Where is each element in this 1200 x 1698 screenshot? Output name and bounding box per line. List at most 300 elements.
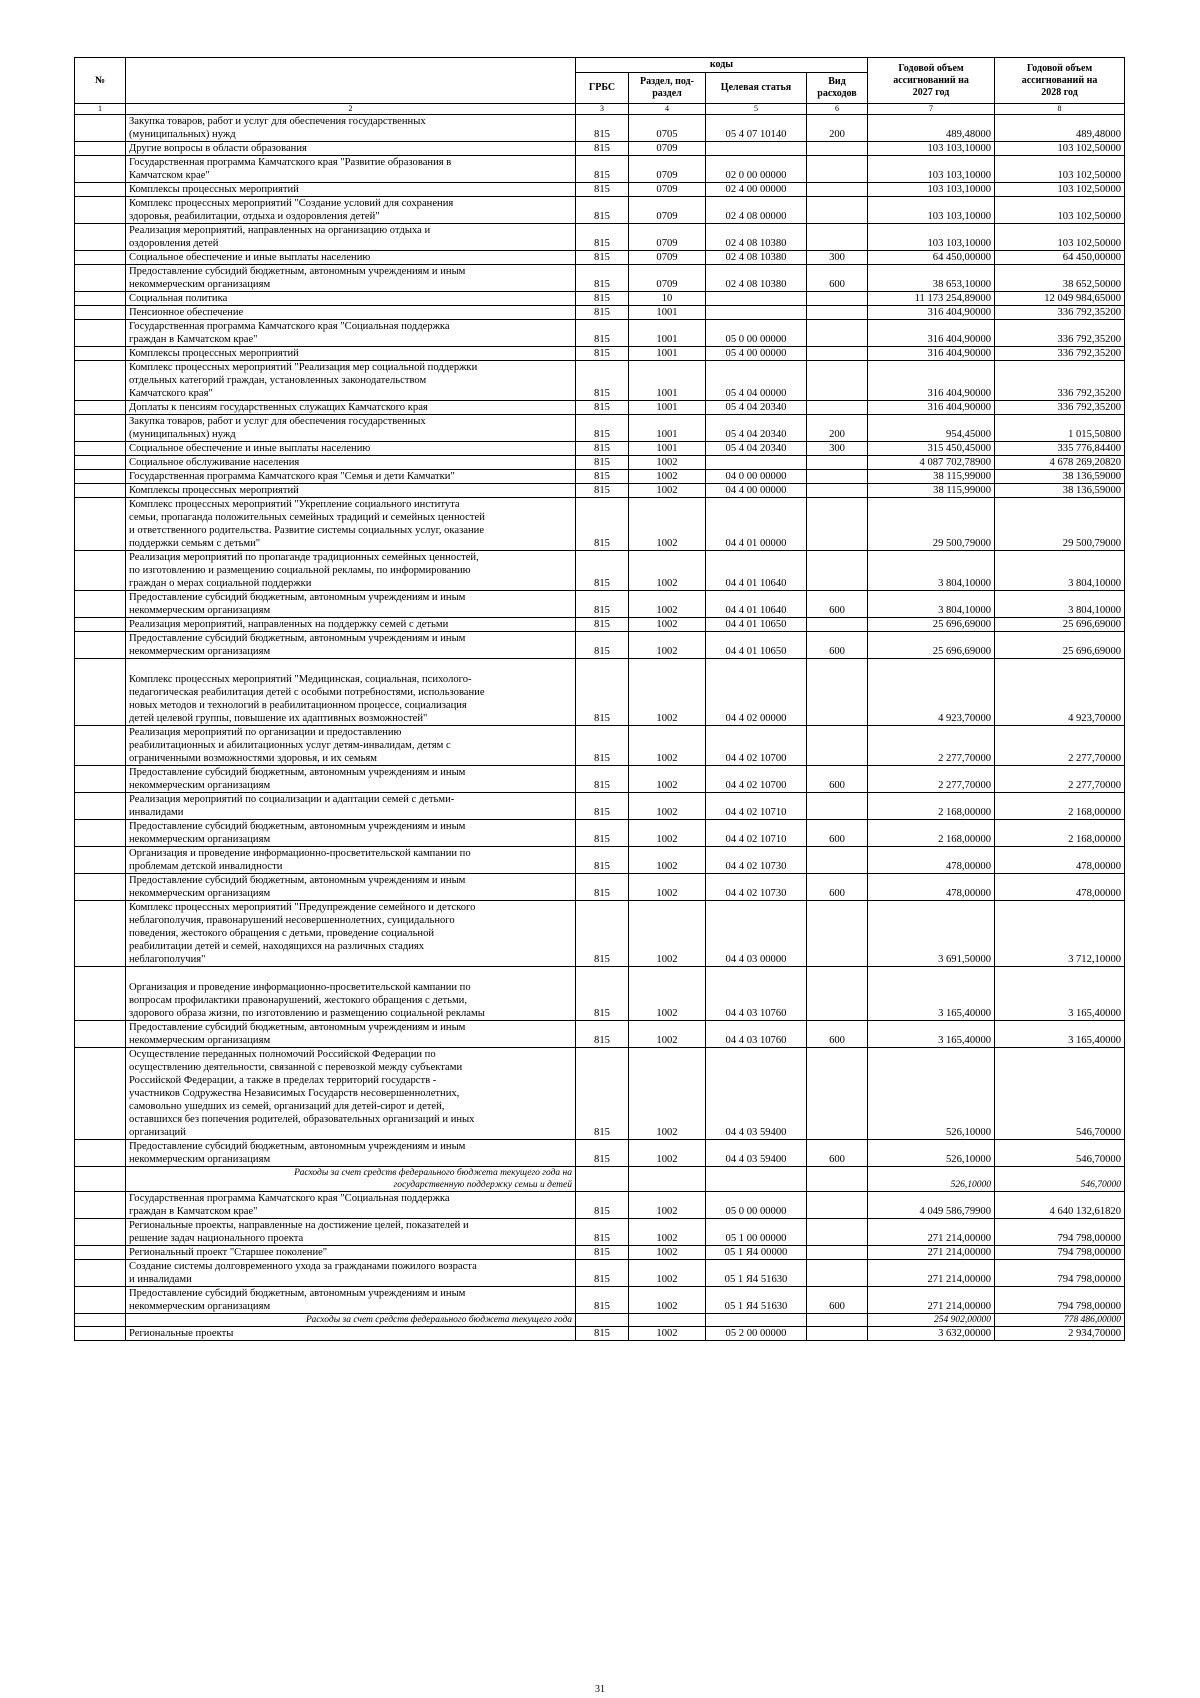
cell-razdel: 1002 [629, 1192, 706, 1219]
cell-num [75, 726, 126, 766]
cell-num [75, 901, 126, 967]
cell-num [75, 442, 126, 456]
cell-y2027: 478,00000 [868, 847, 995, 874]
cell-grbs: 815 [576, 197, 629, 224]
cell-target [706, 292, 807, 306]
cell-vid [807, 1048, 868, 1140]
header-target: Целевая статья [706, 73, 807, 104]
cell-y2027: 38 653,10000 [868, 265, 995, 292]
cell-name: Предоставление субсидий бюджетным, автономным учреждениям и иным некоммерческим организациям [126, 591, 576, 618]
cell-target: 04 4 01 10640 [706, 591, 807, 618]
cell-vid [807, 456, 868, 470]
cell-grbs: 815 [576, 793, 629, 820]
cell-razdel: 0709 [629, 142, 706, 156]
table-row [75, 484, 1125, 498]
cell-name: Предоставление субсидий бюджетным, автономным учреждениям и иным некоммерческим организациям [126, 1287, 576, 1314]
cell-target [706, 1167, 807, 1192]
cell-razdel: 0705 [629, 115, 706, 142]
cell-y2027: 526,10000 [868, 1048, 995, 1140]
cell-num [75, 591, 126, 618]
cell-y2028: 4 678 269,20820 [995, 456, 1125, 470]
cell-y2028: 2 934,70000 [995, 1327, 1125, 1341]
cell-y2028: 2 277,70000 [995, 726, 1125, 766]
cell-num [75, 1314, 126, 1327]
cell-y2027: 478,00000 [868, 874, 995, 901]
cell-vid: 300 [807, 251, 868, 265]
cell-vid [807, 847, 868, 874]
cell-y2028: 2 168,00000 [995, 820, 1125, 847]
cell-razdel: 1002 [629, 1140, 706, 1167]
cell-target: 05 1 Я4 51630 [706, 1287, 807, 1314]
cell-vid [807, 484, 868, 498]
cell-grbs: 815 [576, 498, 629, 551]
cell-num [75, 793, 126, 820]
cell-target: 04 4 02 10730 [706, 874, 807, 901]
cell-razdel [629, 1314, 706, 1327]
cell-grbs: 815 [576, 901, 629, 967]
cell-name: Реализация мероприятий по социализации и адаптации семей с детьми- инвалидами [126, 793, 576, 820]
cell-name: Государственная программа Камчатского края "Социальная поддержка граждан в Камчатском крае" [126, 320, 576, 347]
cell-name: Социальное обеспечение и иные выплаты населению [126, 251, 576, 265]
cell-name: Реализация мероприятий по пропаганде традиционных семейных ценностей, по изготовлению и размещению социальной рекламы, по информированию граждан о мерах социальной поддержки [126, 551, 576, 591]
cell-target: 04 4 01 00000 [706, 498, 807, 551]
cell-y2028: 489,48000 [995, 115, 1125, 142]
cell-num [75, 415, 126, 442]
cell-razdel: 1002 [629, 1327, 706, 1341]
cell-target: 04 0 00 00000 [706, 470, 807, 484]
cell-target: 02 4 00 00000 [706, 183, 807, 197]
cell-grbs: 815 [576, 591, 629, 618]
table-row [75, 251, 1125, 265]
cell-razdel [629, 1167, 706, 1192]
cell-vid: 200 [807, 415, 868, 442]
cell-razdel: 1002 [629, 1287, 706, 1314]
cell-razdel: 1002 [629, 551, 706, 591]
table-row [75, 1219, 1125, 1246]
header-name [126, 58, 576, 104]
table-row [75, 726, 1125, 766]
cell-name: Организация и проведение информационно-просветительской кампании по проблемам детской инвалидности [126, 847, 576, 874]
column-index-row [75, 104, 1125, 115]
cell-y2027: 3 632,00000 [868, 1327, 995, 1341]
cell-razdel: 1002 [629, 1021, 706, 1048]
table-row [75, 265, 1125, 292]
cell-y2028: 546,70000 [995, 1167, 1125, 1192]
cell-target: 05 0 00 00000 [706, 1192, 807, 1219]
cell-grbs: 815 [576, 1048, 629, 1140]
cell-num [75, 251, 126, 265]
table-row [75, 498, 1125, 551]
cell-y2028: 794 798,00000 [995, 1246, 1125, 1260]
cell-grbs: 815 [576, 659, 629, 726]
cell-y2028: 4 640 132,61820 [995, 1192, 1125, 1219]
cell-razdel: 1002 [629, 632, 706, 659]
cell-y2027: 316 404,90000 [868, 401, 995, 415]
column-index: 4 [629, 104, 706, 115]
cell-num [75, 156, 126, 183]
cell-target: 04 4 01 10650 [706, 632, 807, 659]
cell-razdel: 1001 [629, 401, 706, 415]
table-row [75, 1327, 1125, 1341]
cell-y2028: 25 696,69000 [995, 632, 1125, 659]
cell-target: 05 4 04 20340 [706, 442, 807, 456]
cell-vid [807, 551, 868, 591]
table-row [75, 591, 1125, 618]
table-row [75, 442, 1125, 456]
cell-vid [807, 142, 868, 156]
cell-razdel: 0709 [629, 251, 706, 265]
cell-name: Региональные проекты [126, 1327, 576, 1341]
cell-target: 04 4 02 10730 [706, 847, 807, 874]
cell-num [75, 1246, 126, 1260]
cell-razdel: 1002 [629, 726, 706, 766]
cell-y2028: 546,70000 [995, 1048, 1125, 1140]
cell-name: Предоставление субсидий бюджетным, автономным учреждениям и иным некоммерческим организациям [126, 820, 576, 847]
cell-y2028: 12 049 984,65000 [995, 292, 1125, 306]
cell-razdel: 0709 [629, 224, 706, 251]
cell-y2027: 103 103,10000 [868, 156, 995, 183]
cell-y2028: 3 165,40000 [995, 1021, 1125, 1048]
cell-y2027: 316 404,90000 [868, 361, 995, 401]
cell-vid [807, 183, 868, 197]
cell-num [75, 306, 126, 320]
cell-num [75, 224, 126, 251]
cell-num [75, 1021, 126, 1048]
cell-num [75, 874, 126, 901]
cell-y2028: 478,00000 [995, 847, 1125, 874]
cell-y2028: 794 798,00000 [995, 1287, 1125, 1314]
cell-name: Осуществление переданных полномочий Российской Федерации по осуществлению деятельности, связанной с перевозкой между субъектами Российской Федерации, а также в пределах территорий государств - участников Содружества Независимых Государств несовершеннолетних, самовольно ушедших из семей, организаций для детей-сирот и детей, оставшихся без попечения родителей, образовательных организаций и иных организаций [126, 1048, 576, 1140]
cell-razdel: 1002 [629, 618, 706, 632]
cell-vid [807, 1192, 868, 1219]
cell-y2028: 103 102,50000 [995, 224, 1125, 251]
cell-vid [807, 156, 868, 183]
cell-grbs: 815 [576, 874, 629, 901]
cell-y2028: 3 804,10000 [995, 551, 1125, 591]
cell-y2027: 3 691,50000 [868, 901, 995, 967]
cell-target: 04 4 03 59400 [706, 1048, 807, 1140]
cell-vid: 600 [807, 632, 868, 659]
cell-num [75, 659, 126, 726]
cell-target: 04 4 00 00000 [706, 484, 807, 498]
cell-target: 04 4 03 10760 [706, 967, 807, 1021]
cell-razdel: 1002 [629, 1219, 706, 1246]
cell-razdel: 1001 [629, 320, 706, 347]
cell-grbs: 815 [576, 320, 629, 347]
cell-y2027: 316 404,90000 [868, 347, 995, 361]
cell-y2027: 103 103,10000 [868, 183, 995, 197]
cell-target: 02 4 08 10380 [706, 251, 807, 265]
cell-name: Комплексы процессных мероприятий [126, 484, 576, 498]
cell-target: 02 0 00 00000 [706, 156, 807, 183]
cell-name: Комплекс процессных мероприятий "Предупреждение семейного и детского неблагополучия, правонарушений несовершеннолетних, суицидального поведения, жестокого обращения с детьми, проведение социальной реабилитации детей и семей, находящихся на различных стадиях неблагополучия" [126, 901, 576, 967]
cell-y2027: 103 103,10000 [868, 142, 995, 156]
table-row [75, 1314, 1125, 1327]
cell-razdel: 1002 [629, 766, 706, 793]
cell-y2028: 3 165,40000 [995, 967, 1125, 1021]
cell-num [75, 320, 126, 347]
cell-name: Социальное обслуживание населения [126, 456, 576, 470]
cell-num [75, 1140, 126, 1167]
cell-razdel: 1002 [629, 847, 706, 874]
cell-name: Расходы за счет средств федерального бюджета текущего года [126, 1314, 576, 1327]
cell-target [706, 1314, 807, 1327]
cell-y2027: 25 696,69000 [868, 618, 995, 632]
cell-y2028: 29 500,79000 [995, 498, 1125, 551]
table-row [75, 632, 1125, 659]
cell-grbs: 815 [576, 1287, 629, 1314]
table-row [75, 142, 1125, 156]
cell-target: 04 4 02 00000 [706, 659, 807, 726]
cell-razdel: 1002 [629, 591, 706, 618]
cell-grbs: 815 [576, 1021, 629, 1048]
cell-name: Комплекс процессных мероприятий "Медицинская, социальная, психолого- педагогическая реабилитация детей с особыми потребностями, использование новых методов и технологий в реабилитационном процессе, социализация детей целевой группы, повышение их адаптивных возможностей" [126, 659, 576, 726]
header-2027: Годовой объем ассигнований на 2027 год [868, 58, 995, 104]
table-row [75, 320, 1125, 347]
cell-vid [807, 347, 868, 361]
table-row [75, 401, 1125, 415]
cell-y2027: 954,45000 [868, 415, 995, 442]
cell-target: 04 4 01 10640 [706, 551, 807, 591]
cell-razdel: 1002 [629, 820, 706, 847]
cell-y2027: 2 168,00000 [868, 793, 995, 820]
cell-target: 05 4 00 00000 [706, 347, 807, 361]
cell-grbs: 815 [576, 142, 629, 156]
cell-target: 05 1 Я4 51630 [706, 1260, 807, 1287]
cell-razdel: 1002 [629, 1260, 706, 1287]
cell-num [75, 142, 126, 156]
cell-y2027: 271 214,00000 [868, 1246, 995, 1260]
cell-name: Предоставление субсидий бюджетным, автономным учреждениям и иным некоммерческим организациям [126, 265, 576, 292]
table-row [75, 1140, 1125, 1167]
cell-grbs: 815 [576, 551, 629, 591]
table-row [75, 197, 1125, 224]
cell-vid: 600 [807, 1140, 868, 1167]
cell-grbs: 815 [576, 347, 629, 361]
cell-name: Региональный проект "Старшее поколение" [126, 1246, 576, 1260]
cell-y2027: 4 923,70000 [868, 659, 995, 726]
cell-y2027: 526,10000 [868, 1167, 995, 1192]
cell-grbs [576, 1314, 629, 1327]
cell-y2028: 336 792,35200 [995, 347, 1125, 361]
cell-name: Предоставление субсидий бюджетным, автономным учреждениям и иным некоммерческим организациям [126, 874, 576, 901]
header-2028: Годовой объем ассигнований на 2028 год [995, 58, 1125, 104]
cell-target: 05 4 04 00000 [706, 361, 807, 401]
cell-vid: 600 [807, 265, 868, 292]
cell-name: Предоставление субсидий бюджетным, автономным учреждениям и иным некоммерческим организациям [126, 632, 576, 659]
cell-y2027: 38 115,99000 [868, 470, 995, 484]
column-index: 2 [126, 104, 576, 115]
column-index: 1 [75, 104, 126, 115]
cell-grbs: 815 [576, 1192, 629, 1219]
cell-grbs: 815 [576, 115, 629, 142]
cell-target: 02 4 08 00000 [706, 197, 807, 224]
table-row [75, 618, 1125, 632]
cell-grbs: 815 [576, 415, 629, 442]
cell-target: 05 1 Я4 00000 [706, 1246, 807, 1260]
cell-y2028: 2 168,00000 [995, 793, 1125, 820]
cell-vid: 600 [807, 1287, 868, 1314]
cell-y2028: 38 136,59000 [995, 484, 1125, 498]
cell-grbs: 815 [576, 967, 629, 1021]
table-row [75, 793, 1125, 820]
cell-razdel: 1002 [629, 967, 706, 1021]
cell-num [75, 292, 126, 306]
cell-num [75, 347, 126, 361]
cell-razdel: 1002 [629, 901, 706, 967]
cell-num [75, 967, 126, 1021]
table-row [75, 1287, 1125, 1314]
cell-num [75, 1048, 126, 1140]
column-index: 5 [706, 104, 807, 115]
cell-vid [807, 401, 868, 415]
cell-razdel: 1002 [629, 1048, 706, 1140]
cell-name: Расходы за счет средств федерального бюджета текущего года на государственную поддержку семьи и детей [126, 1167, 576, 1192]
page-number: 31 [595, 1684, 605, 1695]
cell-vid: 600 [807, 1021, 868, 1048]
cell-name: Реализация мероприятий, направленных на организацию отдыха и оздоровления детей [126, 224, 576, 251]
cell-vid: 600 [807, 874, 868, 901]
cell-name: Социальная политика [126, 292, 576, 306]
cell-grbs: 815 [576, 766, 629, 793]
cell-grbs: 815 [576, 726, 629, 766]
cell-y2027: 271 214,00000 [868, 1219, 995, 1246]
cell-target: 02 4 08 10380 [706, 224, 807, 251]
cell-vid [807, 470, 868, 484]
table-row [75, 659, 1125, 726]
cell-grbs [576, 1167, 629, 1192]
table-row [75, 361, 1125, 401]
cell-name: Закупка товаров, работ и услуг для обеспечения государственных (муниципальных) нужд [126, 115, 576, 142]
cell-target: 05 4 04 20340 [706, 401, 807, 415]
cell-num [75, 1327, 126, 1341]
cell-grbs: 815 [576, 484, 629, 498]
cell-y2027: 103 103,10000 [868, 197, 995, 224]
cell-vid [807, 618, 868, 632]
cell-grbs: 815 [576, 265, 629, 292]
cell-grbs: 815 [576, 470, 629, 484]
cell-num [75, 766, 126, 793]
table-row [75, 820, 1125, 847]
cell-grbs: 815 [576, 442, 629, 456]
cell-num [75, 1287, 126, 1314]
cell-razdel: 10 [629, 292, 706, 306]
table-row [75, 901, 1125, 967]
cell-num [75, 618, 126, 632]
cell-vid: 600 [807, 591, 868, 618]
cell-razdel: 0709 [629, 156, 706, 183]
table-row [75, 183, 1125, 197]
cell-vid [807, 793, 868, 820]
header-razdel: Раздел, под- раздел [629, 73, 706, 104]
cell-num [75, 1260, 126, 1287]
cell-vid [807, 901, 868, 967]
cell-target: 04 4 02 10700 [706, 766, 807, 793]
table-row [75, 115, 1125, 142]
cell-y2027: 4 087 702,78900 [868, 456, 995, 470]
cell-vid [807, 224, 868, 251]
cell-y2027: 489,48000 [868, 115, 995, 142]
cell-y2028: 103 102,50000 [995, 197, 1125, 224]
cell-y2028: 335 776,84400 [995, 442, 1125, 456]
header-codes: коды [576, 58, 868, 73]
cell-y2028: 778 486,00000 [995, 1314, 1125, 1327]
cell-num [75, 183, 126, 197]
table-row [75, 1260, 1125, 1287]
cell-y2028: 336 792,35200 [995, 320, 1125, 347]
table-row [75, 1246, 1125, 1260]
cell-name: Другие вопросы в области образования [126, 142, 576, 156]
cell-grbs: 815 [576, 361, 629, 401]
cell-num [75, 498, 126, 551]
header-row-1 [75, 58, 1125, 73]
cell-num [75, 632, 126, 659]
table-row [75, 1192, 1125, 1219]
cell-y2027: 271 214,00000 [868, 1260, 995, 1287]
cell-y2028: 794 798,00000 [995, 1260, 1125, 1287]
table-row [75, 1048, 1125, 1140]
cell-target: 05 4 04 20340 [706, 415, 807, 442]
cell-vid [807, 1327, 868, 1341]
cell-name: Организация и проведение информационно-просветительской кампании по вопросам профилактики правонарушений, жестокого обращения с детьми, здорового образа жизни, по изготовлению и размещению социальной рекламы [126, 967, 576, 1021]
cell-target: 05 4 07 10140 [706, 115, 807, 142]
cell-razdel: 1002 [629, 1246, 706, 1260]
cell-name: Доплаты к пенсиям государственных служащих Камчатского края [126, 401, 576, 415]
cell-y2028: 478,00000 [995, 874, 1125, 901]
table-row [75, 292, 1125, 306]
column-index: 8 [995, 104, 1125, 115]
cell-target: 04 4 01 10650 [706, 618, 807, 632]
table-row [75, 156, 1125, 183]
column-index: 7 [868, 104, 995, 115]
table-row [75, 470, 1125, 484]
cell-y2027: 316 404,90000 [868, 320, 995, 347]
cell-vid: 200 [807, 115, 868, 142]
cell-name: Социальное обеспечение и иные выплаты населению [126, 442, 576, 456]
cell-name: Комплекс процессных мероприятий "Создание условий для сохранения здоровья, реабилитации, отдыха и оздоровления детей" [126, 197, 576, 224]
column-index: 3 [576, 104, 629, 115]
cell-y2028: 103 102,50000 [995, 183, 1125, 197]
cell-target [706, 456, 807, 470]
table-row [75, 1167, 1125, 1192]
cell-razdel: 1001 [629, 347, 706, 361]
table-body [75, 115, 1125, 1341]
cell-vid: 600 [807, 820, 868, 847]
cell-y2028: 25 696,69000 [995, 618, 1125, 632]
cell-name: Предоставление субсидий бюджетным, автономным учреждениям и иным некоммерческим организациям [126, 1021, 576, 1048]
cell-grbs: 815 [576, 401, 629, 415]
header-number: № [75, 58, 126, 104]
cell-y2028: 336 792,35200 [995, 401, 1125, 415]
cell-num [75, 484, 126, 498]
cell-name: Государственная программа Камчатского края "Развитие образования в Камчатском крае" [126, 156, 576, 183]
cell-vid [807, 292, 868, 306]
cell-grbs: 815 [576, 1246, 629, 1260]
cell-y2027: 3 804,10000 [868, 551, 995, 591]
cell-razdel: 1001 [629, 415, 706, 442]
cell-target [706, 306, 807, 320]
cell-y2027: 316 404,90000 [868, 306, 995, 320]
cell-grbs: 815 [576, 820, 629, 847]
cell-y2028: 38 652,50000 [995, 265, 1125, 292]
cell-name: Пенсионное обеспечение [126, 306, 576, 320]
cell-y2027: 29 500,79000 [868, 498, 995, 551]
cell-razdel: 0709 [629, 183, 706, 197]
budget-table [74, 57, 1125, 1341]
cell-y2028: 336 792,35200 [995, 306, 1125, 320]
header-vid: Вид расходов [807, 73, 868, 104]
table-row [75, 306, 1125, 320]
